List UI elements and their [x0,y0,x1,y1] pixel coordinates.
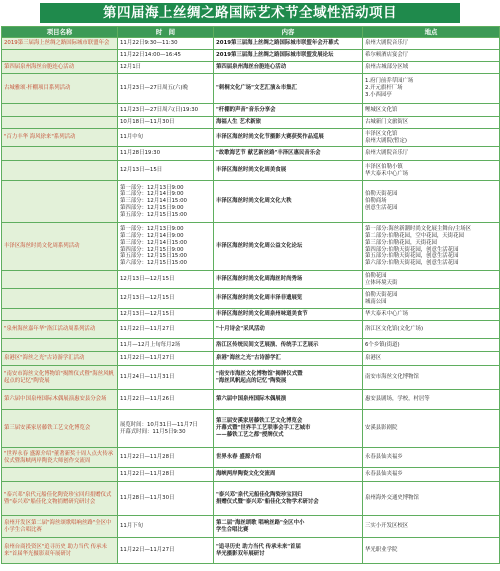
place-line: 安溪县影剧院 [365,425,398,432]
content-cell [214,181,363,223]
table-row [2,223,500,271]
content-line: 开幕式暨"世界手工艺联事会手工艺城市 [216,425,311,432]
project-name-cell [2,271,118,289]
place-cell [363,38,500,50]
content-cell [214,309,363,321]
place-cell [363,289,500,309]
content-line: 洛江区传统民间文艺展演、传统手工艺展示 [216,341,319,348]
table-row [2,38,500,50]
place-cell [363,161,500,181]
project-name-cell: 第三届安溪家居藤铁工艺文化博览会 [2,410,118,448]
content-cell [214,62,363,74]
project-name-cell [2,147,118,161]
time-line: 12月1日 [120,64,142,71]
content-line: 第六届中国泉州国际木偶展演 [216,396,287,403]
time-line: 第二部分：12月14日9:00 [120,191,184,198]
project-name-cell: 第六届中国泉州国际木偶展演惠安县分会场 [2,390,118,410]
table-row [2,104,500,117]
place-line: 伯勒天街花园 [365,191,398,198]
content-line: "十月诗会"采风活动 [216,326,265,333]
content-cell [214,147,363,161]
project-name-cell: 2019第三届海上丝绸之路国际城市联盟年会 [2,38,118,50]
place-cell [363,538,500,564]
place-line: 泉州大剧院音乐厅 [365,150,409,157]
content-cell [214,104,363,117]
time-line: 11月—12月上旬每月2场 [120,341,181,348]
content-line: 丰泽区海丝时尚文化节摄影大赛获奖作品巡展 [216,134,324,141]
time-line: 12月13日—12月15日 [120,276,175,283]
project-name-cell [2,50,118,62]
table-row [2,516,500,538]
place-cell [363,74,500,104]
table-row [2,339,500,352]
content-line: 丰泽区海丝时尚文化周文化大秩 [216,198,292,205]
time-line: 11月22日—11月28日 [120,454,175,461]
header-content: 内容 [214,27,363,38]
place-line: 永春县仙夹福乡 [365,454,403,461]
time-cell [118,289,214,309]
place-line: 泉州大剧院(暂定) [365,137,407,144]
place-line: 2.开元旗杆厂场 [365,85,403,92]
place-cell [363,390,500,410]
place-line: 希尔顿酒店宴会厅 [365,52,409,59]
time-cell [118,223,214,271]
place-cell [363,223,500,271]
content-cell [214,74,363,104]
time-line: 11月22日—11月27日 [120,547,175,554]
project-name-cell [2,181,118,223]
place-line: 丰泽区伯勒小镇 [365,163,403,170]
table-row [2,352,500,366]
time-cell [118,468,214,482]
table-row [2,117,500,129]
time-cell [118,181,214,223]
place-line: 第五部分:伯勒天街花园，创意生活花园 [365,253,459,260]
time-line: 12月13日—12月15日 [120,295,175,302]
project-name-cell [2,117,118,129]
table-row [2,181,500,223]
place-line: 南安市海丝文化博物馆 [365,374,419,381]
place-line: 泉州古城部分区域 [365,64,409,71]
table-row [2,129,500,147]
time-line: 11月22日—11月26日 [120,396,175,403]
activity-table [1,26,500,564]
time-line: 11月22日9:30—11:30 [120,40,178,47]
project-name-cell: "泉州海丝嘉年华"洛江活动周系列活动 [2,321,118,339]
content-line: "杆棚的声音"音乐分享会 [216,106,276,113]
content-line: 华光摄影双年展研讨 [216,550,265,557]
time-cell [118,390,214,410]
content-line: 2019第三届海上丝绸之路国际城市联盟年会开幕式 [216,40,339,47]
place-line: 第四部分:伯勒天街花园，创意生活花园 [365,246,459,253]
place-line: 第三部分:伯勒花园，天街花园 [365,239,437,246]
project-name-cell: "泰兴邓"泉代元船佳化陶瓷珍宝回归捐赠仪式暨"泰兴邓"船佳化文物捐赠研究研讨会 [2,482,118,516]
table-row [2,161,500,181]
table-header-row [2,27,500,38]
content-line: 捐赠仪式暨"泰兴邓"船佳化文物学术研讨会 [216,498,319,505]
content-cell [214,223,363,271]
content-line: 丰泽区海丝时尚文化周公益文化论坛 [216,243,303,250]
content-line: "海丝风帆起点的记忆"陶瓷展 [216,377,287,384]
time-line: 展览时间：10月31日—11月7日 [120,421,198,428]
content-line: 世界永春 盛源介绍 [216,454,262,461]
time-line: 11月22日—11月27日 [120,326,175,333]
time-cell [118,129,214,147]
table-row [2,271,500,289]
time-line: 第六部分：12月15日15:00 [120,260,187,267]
place-line: 伯勒天街花园 [365,291,398,298]
content-cell [214,50,363,62]
time-cell [118,117,214,129]
time-line: 开幕式时间：11月5日9:30 [120,428,186,435]
table-row [2,289,500,309]
table-row [2,482,500,516]
table-row [2,309,500,321]
content-cell [214,390,363,410]
time-cell [118,62,214,74]
content-line: 第四届泉州海丝台胞连心活动 [216,64,287,71]
place-line: 6个乡镇(街道) [365,341,400,348]
place-line: 泉州大剧院音乐厅 [365,40,409,47]
place-line: 泉港区 [365,355,382,362]
table-body [2,38,500,564]
place-cell [363,50,500,62]
place-cell [363,309,500,321]
content-cell [214,410,363,448]
time-line: 第五部分：12月15日15:00 [120,211,187,218]
time-cell [118,448,214,468]
place-cell [363,468,500,482]
place-line: 第二部分:伯勒花园，空中花园，天街花园 [365,232,464,239]
time-line: 第四部分：12月15日9:00 [120,204,184,211]
content-cell [214,352,363,366]
time-line: 11月28日—11月30日 [120,495,175,502]
place-line: 立体环境天街 [365,279,398,286]
content-line: 丰泽区海丝时尚文化周美食展 [216,167,287,174]
table-row [2,366,500,390]
project-name-cell [2,161,118,181]
table-row [2,468,500,482]
time-line: 11月28日19:30 [120,150,161,157]
time-cell [118,147,214,161]
time-line: 第五部分：12月15日15:00 [120,253,187,260]
table-row [2,74,500,104]
place-line: 城南公园 [365,298,387,305]
content-line: 第三届安溪家居藤铁工艺文化博览会 [216,418,303,425]
content-line: 2019第三届海上丝绸之路国际城市联盟发展论坛 [216,52,334,59]
content-line: 海峡两岸陶瓷文化交流周 [216,471,276,478]
place-cell [363,482,500,516]
content-line: 第二届"海丝颂歌 唱响丝路"全区中小 [216,519,305,526]
time-cell [118,104,214,117]
time-line: 第四部分：12月15日9:00 [120,246,184,253]
table-row [2,147,500,161]
place-line: 3.小西园亭 [365,91,392,98]
place-cell [363,321,500,339]
place-line: 永春县仙夹福乡 [365,471,403,478]
table-row [2,410,500,448]
place-line: 伯勒商场 [365,198,387,205]
content-cell [214,366,363,390]
project-name-cell: 泉州台商投资区"追寻历史 助力当代 传承未来"首届华光摄影双年展研讨 [2,538,118,564]
place-line: 三实小开发区校区 [365,523,409,530]
project-name-cell: 泉州开发区第二届"海丝颂歌唱响丝路"全区中小学生合唱比赛 [2,516,118,538]
place-cell [363,352,500,366]
content-line: 丰泽区海丝时尚文化周泉州味道美食节 [216,311,308,318]
place-line: 古城新门文旅街区 [365,119,409,126]
table-row [2,538,500,564]
project-name-cell [2,104,118,117]
time-cell [118,50,214,62]
time-cell [118,321,214,339]
header-place: 地点 [363,27,500,38]
time-line: 11月24日—11月31日 [120,374,175,381]
place-cell [363,62,500,74]
content-line: "南安市海丝文化博物馆"揭牌仪式暨 [216,370,303,377]
content-cell [214,38,363,50]
project-name-cell [2,289,118,309]
place-line: 华大泰禾中心广场 [365,170,409,177]
place-line: 1.府门前乔草园广场 [365,78,414,85]
project-name-cell [2,309,118,321]
content-line: 丰泽区海丝时尚文化周海丝时尚秀场 [216,276,303,283]
content-line: 海福人生 艺术新旅 [216,119,262,126]
content-cell [214,289,363,309]
place-cell [363,147,500,161]
project-name-cell: "百力丰华 海风徐来"系列活动 [2,129,118,147]
table-row [2,321,500,339]
time-line: 11月中旬 [120,134,144,141]
time-cell [118,516,214,538]
content-cell [214,516,363,538]
place-line: 华大泰禾中心广场 [365,311,409,318]
place-cell [363,117,500,129]
content-cell [214,468,363,482]
place-line: 丰泽区文化馆 [365,130,398,137]
place-cell [363,129,500,147]
time-cell [118,366,214,390]
time-line: 第三部分：12月14日15:00 [120,239,187,246]
place-cell [363,366,500,390]
content-cell [214,482,363,516]
time-line: 第一部分：12月13日9:00 [120,226,184,233]
content-line: "刺桐文化广场"文艺汇演＆市集汇 [216,85,298,92]
page-title: 第四届海上丝绸之路国际艺术节全域性活动项目 [40,3,460,23]
time-cell [118,482,214,516]
time-cell [118,309,214,321]
project-name-cell [2,339,118,352]
time-cell [118,161,214,181]
content-line: 学生合唱比赛 [216,526,249,533]
project-name-cell: 丰泽区海丝时尚文化周系列活动 [2,223,118,271]
content-line: 丰泽区海丝时尚文化周丰泽非遗展览 [216,295,303,302]
place-cell [363,271,500,289]
project-name-cell: "南安市海丝文化博物馆"揭牌仪式暨"海丝风帆起点的记忆"陶瓷展 [2,366,118,390]
place-cell [363,516,500,538]
time-line: 11月22日—11月27日 [120,355,175,362]
content-line: "泰兴邓"泉代元船佳化陶瓷珍宝回归 [216,491,303,498]
header-project-name: 项目名称 [2,27,118,38]
time-line: 11月23日—27日周五(六)晚 [120,85,188,92]
place-line: 洛江区文化馆(文化广场) [365,326,424,333]
time-line: 11月22日—11月28日 [120,471,175,478]
time-line: 11月23日—27日周六(日)19:30 [120,106,199,113]
time-cell [118,410,214,448]
content-line: "故歌海艺节 献艺新丝路"丰泽区惠民音乐会 [216,150,321,157]
place-line: 第一部分:海丝新潮时尚文化展主舞台/主场区 [365,226,472,233]
content-cell [214,271,363,289]
place-cell [363,448,500,468]
content-line: 泉港"海丝之光"古诗游学汇 [216,355,281,362]
place-line: 惠安县剧场，学校，村居等 [365,396,430,403]
project-name-cell: 第四届泉州海丝台胞连心活动 [2,62,118,74]
place-cell [363,104,500,117]
content-cell [214,161,363,181]
project-name-cell: 泉港区"海丝之光"古诗游学汇活动 [2,352,118,366]
place-cell [363,181,500,223]
project-name-cell: 古城雅颂·杆棚项目系列活动 [2,74,118,104]
content-cell [214,117,363,129]
time-line: 11月下旬 [120,523,144,530]
time-line: 第三部分：12月14日15:00 [120,198,187,205]
content-cell [214,538,363,564]
place-line: 华光职业学院 [365,547,398,554]
time-line: 11月22日14:00—16:45 [120,52,181,59]
place-line: 创意生活花园 [365,204,398,211]
time-line: 第二部分：12月14日9:00 [120,232,184,239]
time-cell [118,339,214,352]
place-line: 第六部分:伯勒天街花园，创意生活花园 [365,260,459,267]
place-cell [363,339,500,352]
time-line: 第一部分：12月13日9:00 [120,184,184,191]
time-line: 12月13日—12月15日 [120,311,175,318]
time-line: 12月13日—15日 [120,167,163,174]
table-row [2,62,500,74]
content-line: ——藤铁工艺之都"授牌仪式 [216,431,284,438]
time-line: 10月18日—11月30日 [120,119,175,126]
time-cell [118,538,214,564]
time-cell [118,38,214,50]
time-cell [118,74,214,104]
place-line: 鲤城区文化馆 [365,106,398,113]
content-cell [214,129,363,147]
place-line: 伯勒花园 [365,272,387,279]
table-row [2,50,500,62]
content-cell [214,448,363,468]
place-cell [363,410,500,448]
content-cell [214,321,363,339]
content-cell [214,339,363,352]
time-cell [118,352,214,366]
table-row [2,390,500,410]
content-line: "追寻历史 助力当代 传承未来"首届 [216,543,301,550]
project-name-cell [2,468,118,482]
table-row [2,448,500,468]
place-line: 泉州海外交通史博物馆 [365,495,419,502]
time-cell [118,271,214,289]
header-time: 时 间 [118,27,214,38]
project-name-cell: "世界永春 盛源介绍"董著新奖十周人点火传承仪式暨海峡两岸陶瓷大师创作交流周 [2,448,118,468]
